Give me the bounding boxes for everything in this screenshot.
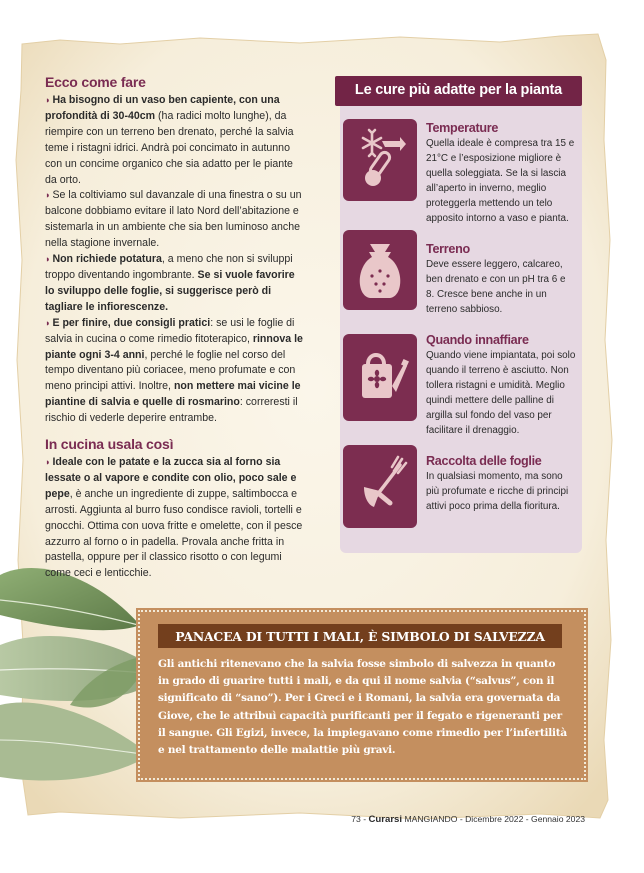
ecco-paragraph-4: ◗ E per finire, due consigli pratici: se usi le foglie di salvia in cucina o come rimedio fitoterapico, rinnova le piante ogni 3-4 anni, perché le foglie nel corso del tempo diventano più coriacee, meno profumate e con meno principi attivi. Inoltre, non mettere mai vicine le piantine di salvia e quelle di rosmarino: correresti il rischio di vederle deperire entrambe. — [45, 316, 303, 425]
care-item-title-temperature: Temperature — [426, 121, 499, 135]
bullet-marker-icon: ◗ — [45, 95, 51, 105]
magazine-brand-suffix: MANGIANDO — [402, 814, 458, 824]
care-item-title-innaffiare: Quando innaffiare — [426, 333, 529, 347]
cucina-text — [45, 455, 307, 582]
section-title-ecco: Ecco come fare — [45, 74, 146, 90]
issue-date: - Dicembre 2022 - Gennaio 2023 — [457, 814, 585, 824]
terreno-icon-card — [343, 230, 417, 310]
care-item-text-terreno: Deve essere leggero, calcareo, ben drenato e con un pH tra 6 e 8. Cresce bene anche in un terreno sabbioso. — [426, 259, 566, 315]
thermometer-snowflake-icon — [352, 127, 408, 193]
bullet-marker-icon: ◗ — [45, 254, 51, 265]
ecco-paragraph-2: ◗ Se la coltiviamo sul davanzale di una finestra o su un balcone dobbiamo evitare il lato Nord dell’abitazione e sistemarla in un ambiente che sia ben luminoso anche nella stagione invernale. — [45, 189, 302, 250]
section-title-cucina: In cucina usala così — [45, 436, 174, 452]
care-panel-title: Le cure più adatte per la pianta — [354, 82, 563, 98]
care-item-text-raccolta: In qualsiasi momento, ma sono più profumate e ricche di principi attivi poco prima della fioritura. — [426, 471, 569, 512]
panacea-title-bar — [158, 624, 562, 648]
watering-can-icon — [352, 342, 410, 412]
bullet-marker-icon: ◗ — [45, 457, 51, 467]
ecco-paragraph-3: ◗ Non richiede potatura, a meno che non si sviluppi troppo diventando ingombrante. Se si vuole favorire lo sviluppo delle foglie, si suggerisce però di tagliare le infiorescenze. — [45, 253, 295, 313]
page-footer — [351, 814, 585, 825]
cucina-paragraph: ◗ Ideale con le patate e la zucca sia al forno sia lessate o al vapore e condite con olio, poco sale e pepe, è anche un ingrediente di zuppe, saltimbocca e arrosti. Aggiunta al burro fuso condisce ravioli, tortelli e gnocchi. Ottima con uova fritte e omelette, con il pesce azzurro al forno o in padella. Provala anche fritta in pastella, oppure per il classico risotto o con legumi come ceci e lenticchie. — [45, 456, 303, 580]
ecco-text — [45, 93, 307, 427]
magazine-brand: Curarsi — [368, 814, 403, 825]
care-item-text-innaffiare: Quando viene impiantata, poi solo quando il terreno è asciutto. Non tollera ristagni e umidità. Meglio quindi mettere delle palline di argilla sul fondo del vaso per facilitare il drenaggio. — [426, 350, 576, 436]
ecco-paragraph-1: ◗ Ha bisogno di un vaso ben capiente, con una profondità di 30-40cm (ha radici molto lunghe), da riempire con un terreno ben drenato, perché la salvia teme i ristagni idrici. Andrà poi concimato in autunno con un concime organico che sia adatto per le piante da orto. — [45, 94, 294, 186]
care-item-title-raccolta: Raccolta delle foglie — [426, 454, 542, 468]
bullet-marker-icon: ◗ — [45, 190, 51, 201]
care-item-title-terreno: Terreno — [426, 242, 470, 256]
soil-bag-icon — [352, 238, 408, 302]
panacea-title: PANACEA DI TUTTI I MALI, È SIMBOLO DI SALVEZZA — [175, 629, 545, 644]
care-panel-header — [335, 76, 582, 106]
temperature-icon-card — [343, 119, 417, 201]
care-item-text-temperature: Quella ideale è compresa tra 15 e 21°C e l’esposizione migliore è quella soleggiata. Se la si lascia all’aperto in inverno, meglio proteggerla mettendo un telo apposito intorno a vaso e pianta. — [426, 138, 575, 224]
innaffiare-icon-card — [343, 334, 417, 421]
panacea-body: Gli antichi ritenevano che la salvia fosse simbolo di salvezza in quanto in grado di guarire tutti i mali, e da qui il nome salvia (“salvus”, con il significato di “sano”). Per i Greci e i Romani, la salvia era governata da Giove, che le attribuì capacità purificanti per il fegato e rigeneranti per il sangue. Gli Egizi, invece, la impiegavano come rimedio per l’infertilità e nel trattamento delle malattie più gravi. — [158, 658, 567, 757]
page-number: 73 - — [351, 814, 369, 824]
bullet-marker-icon: ◗ — [45, 317, 51, 328]
raccolta-icon-card — [343, 445, 417, 528]
trowel-fork-icon — [352, 453, 410, 519]
